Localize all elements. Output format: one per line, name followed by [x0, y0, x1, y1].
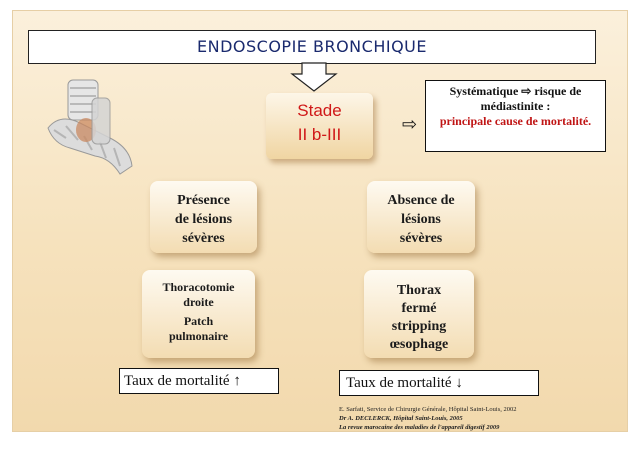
trachea-esophagus-illustration [40, 78, 140, 178]
references [339, 405, 517, 432]
box-line: Présence [177, 193, 230, 208]
box-line: sévères [182, 231, 225, 246]
note-line-1: Systématique ⇨ risque de médiastinite : [449, 84, 582, 113]
mortality-rate-right: Taux de mortalité ↓ [339, 370, 539, 396]
box-line: Thoracotomie [162, 280, 235, 294]
box-line: sévères [399, 231, 443, 246]
stade-label: Stade [297, 101, 342, 120]
page-title: ENDOSCOPIE BRONCHIQUE [28, 30, 596, 64]
stade-value: II b-III [297, 125, 342, 144]
note-line-2: principale cause de mortalité. [439, 114, 592, 128]
reference-item: E. Sarfati, Service de Chirurgie Générale, Hôpital Saint-Louis, 2002 [339, 406, 517, 413]
stade-box [266, 93, 373, 159]
box-line: fermé [401, 301, 437, 316]
box-line: œsophage [389, 337, 449, 352]
down-arrow-icon [290, 62, 338, 92]
box-thoracotomie [142, 270, 255, 358]
mortality-rate-left: Taux de mortalité ↑ [119, 368, 279, 394]
reference-item: Dr A. DECLERCK, Hôpital Saint-Louis, 2005 [339, 415, 463, 422]
box-line: stripping [391, 319, 447, 334]
box-line: Thorax [396, 283, 442, 298]
box-line: Absence de [387, 193, 455, 208]
reference-item: La revue marocaine des maladies de l'appareil digestif 2009 [339, 424, 500, 431]
box-thorax-ferme [364, 270, 474, 358]
box-line: lésions [401, 212, 441, 227]
note-box [425, 80, 606, 152]
box-line: Patch [183, 314, 214, 328]
box-line: de lésions [174, 212, 233, 227]
box-absence-lesions [367, 181, 475, 253]
box-line: droite [183, 295, 214, 309]
box-line: pulmonaire [168, 329, 229, 343]
box-presence-lesions [150, 181, 257, 253]
pointing-hand-icon: ⇨ [402, 114, 418, 134]
